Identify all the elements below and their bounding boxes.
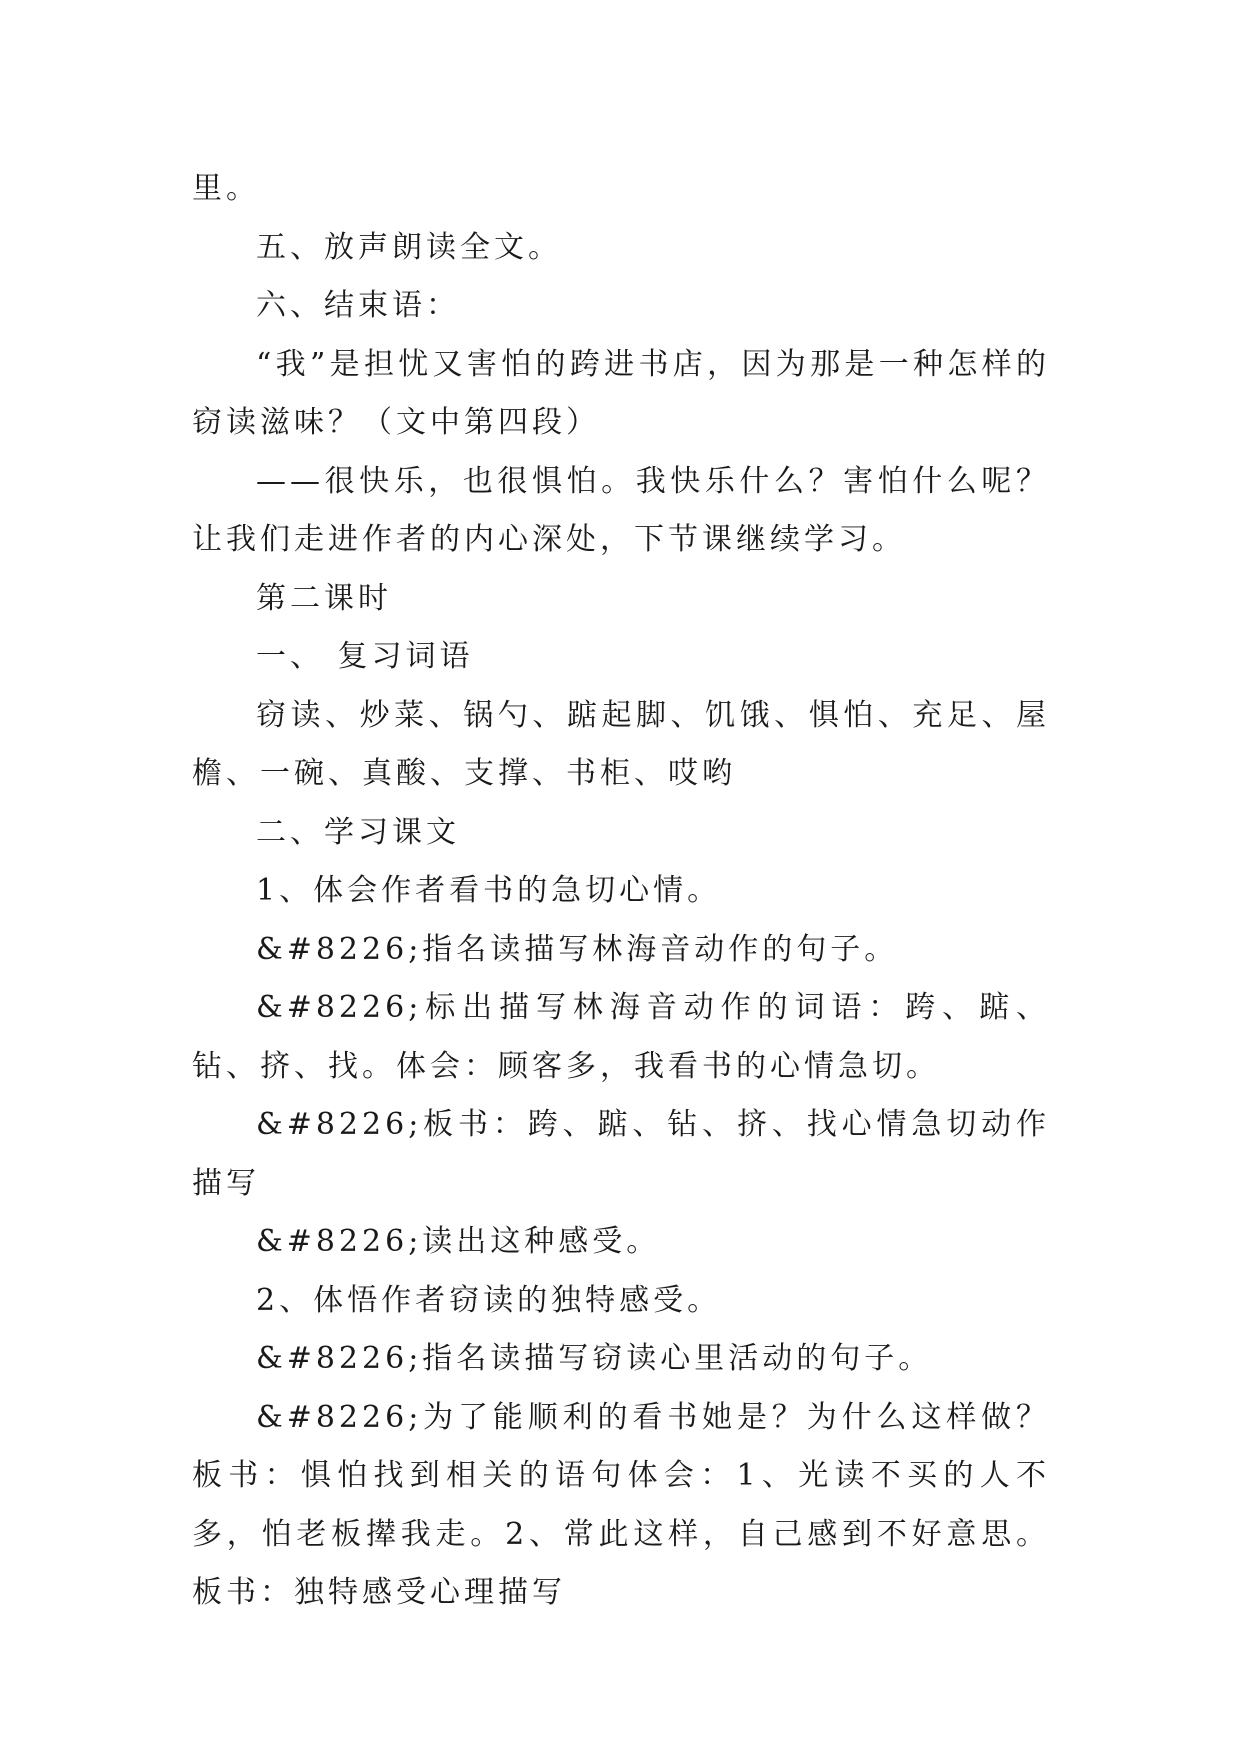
paragraph-14: &#8226;读出这种感受。: [256, 1224, 661, 1259]
paragraph-10: 1、体会作者看书的急切心情。: [256, 873, 722, 908]
paragraph-7: 一、 复习词语: [256, 639, 474, 674]
paragraph-13: &#8226;板书：跨、踮、钻、挤、找心情急切动作描写: [192, 1107, 1050, 1201]
paragraph-11: &#8226;指名读描写林海音动作的句子。: [256, 931, 899, 967]
paragraph-2: 五、放声朗读全文。: [256, 229, 562, 265]
document-body: [192, 160, 1050, 1623]
paragraph-15: 2、体悟作者窃读的独特感受。: [256, 1282, 722, 1318]
paragraph-8: 窃读、炒菜、锅勺、踮起脚、饥饿、惧怕、充足、屋檐、一碗、真酸、支撑、书柜、哎哟: [192, 697, 1050, 791]
paragraph-16: &#8226;指名读描写窃读心里活动的句子。: [256, 1341, 933, 1376]
paragraph-1: 里。: [192, 171, 260, 206]
paragraph-17: &#8226;为了能顺利的看书她是？为什么这样做？板书：惧怕找到相关的语句体会：1、光读不买的人不多，怕老板撵我走。2、常此这样，自己感到不好意思。板书：独特感受心理描写: [192, 1399, 1050, 1610]
paragraph-6: 第二课时: [256, 580, 392, 616]
paragraph-9: 二、学习课文: [256, 814, 460, 850]
paragraph-5: ——很快乐，也很惧怕。我快乐什么？害怕什么呢？让我们走进作者的内心深处，下节课继续学习。: [192, 463, 1050, 557]
paragraph-12: &#8226;标出描写林海音动作的词语：跨、踮、钻、挤、找。体会：顾客多，我看书的心情急切。: [192, 990, 1050, 1084]
paragraph-4: “我”是担忧又害怕的跨进书店，因为那是一种怎样的窃读滋味？（文中第四段）: [192, 346, 1050, 440]
paragraph-3: 六、结束语：: [256, 288, 460, 323]
